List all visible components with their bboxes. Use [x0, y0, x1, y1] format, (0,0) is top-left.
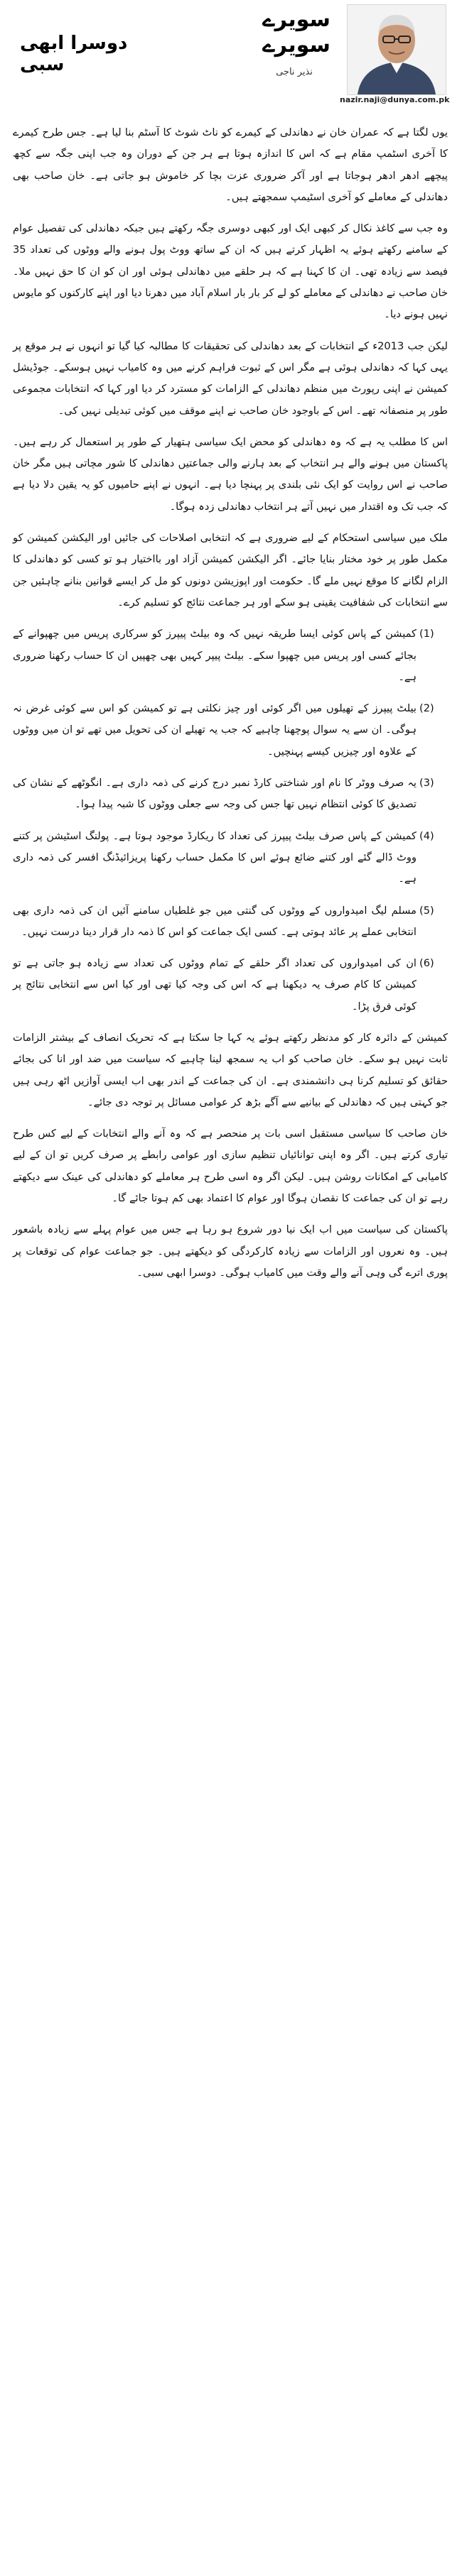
list-item	[13, 773, 448, 816]
masthead-line-2: سویرے	[262, 33, 331, 58]
list-item-number: (3)	[419, 777, 434, 790]
portrait-icon	[348, 5, 446, 94]
list-item-number: (6)	[419, 957, 434, 970]
list-item	[13, 900, 448, 944]
list-item	[13, 953, 448, 1017]
list-item-text: مسلم لیگ امیدواروں کے ووٹوں کی گنتی میں جو غلطیاں سامنے آئیں ان کی ذمہ داری بھی انتخابی عملے پر عائد ہوتی ہے۔ کسی ایک جماعت کو اس کا ذمہ دار قرار دینا درست نہیں۔	[13, 904, 417, 938]
list-item-text: یہ صرف ووٹر کا نام اور شناختی کارڈ نمبر درج کرنے کی ذمہ داری ہے۔ انگوٹھے کے نشان کی تصدیق کا کوئی انتظام نہیں تھا جس کی وجہ سے جعلی ووٹوں کا شبہ پیدا ہوا۔	[13, 777, 417, 811]
list-item-number: (5)	[419, 904, 434, 917]
list-item-number: (4)	[419, 829, 434, 842]
list-item-text: کمیشن کے پاس کوئی ایسا طریقہ نہیں کہ وہ بیلٹ پیپرز کو سرکاری پریس میں چھپوانے کے بجائے کسی اور پریس میں چھپوا سکے۔ بیلٹ پیپر کہیں بھی چھپیں ان کا حساب رکھنا ضروری ہے۔	[13, 628, 417, 683]
column-headline: دوسرا ابھی سبی	[20, 33, 128, 75]
list-item	[13, 826, 448, 890]
paragraph: پاکستان کی سیاست میں اب ایک نیا دور شروع ہو رہا ہے جس میں عوام پہلے سے زیادہ باشعور ہیں۔ وہ نعروں اور الزامات سے زیادہ کارکردگی کو دیکھتے ہیں۔ جو جماعت عوام کی توقعات پر پوری اترے گی وہی آنے والے وقت میں کامیاب ہوگی۔ دوسرا ابھی سبی۔	[13, 1223, 448, 1279]
paragraph: کمیشن کے دائرہ کار کو مدنظر رکھتے ہوئے یہ کہا جا سکتا ہے کہ تحریک انصاف کے بیشتر الزامات ثابت نہیں ہو سکے۔ خان صاحب کو اب یہ سمجھ لینا چاہیے کہ سیاست میں ضد اور انا کی بجائے حقائق کو تسلیم کرنا ہی دانشمندی ہے۔ ان کی جماعت کے اندر بھی اب ایسی آوازیں اٹھ رہی ہیں جو کہتی ہیں کہ دھاندلی کے بیانیے سے آگے بڑھ کر عوامی مسائل پر توجہ دی جائے۔	[13, 1031, 448, 1108]
masthead-line-1: سویرے	[262, 7, 331, 32]
author-photo	[347, 4, 446, 95]
list-item-number: (1)	[419, 628, 434, 640]
paragraph: خان صاحب کا سیاسی مستقبل اسی بات پر منحصر ہے کہ وہ آنے والے انتخابات کے لیے کس طرح تیاری کرتے ہیں۔ اگر وہ اپنی توانائیاں تنظیم سازی اور عوامی رابطے پر صرف کریں تو ان کے لیے کامیابی کے امکانات روشن ہیں۔ لیکن اگر وہ اسی طرح ہر معاملے کو دھاندلی کی عینک سے دیکھتے رہے تو ان کی جماعت کا نقصان ہوگا اور عوام کا اعتماد بھی کم ہوتا جائے گا۔	[13, 1128, 448, 1205]
paragraph: یوں لگتا ہے کہ عمران خان نے دھاندلی کے کیمرے کو ناٹ شوٹ کا آسٹم بنا لیا ہے۔ جس طرح کیمرے کا آخری اسٹمپ مقام ہے کہ اس کا اندازہ ہوتا ہے ہر جن کے دوران وہ جب اپنی جگہ سے کچھ پیچھے ادھر ادھر ہوجاتا ہے اور آکر ضروری عزت بچا کر خاموش ہو جاتی ہے۔ خان صاحب بھی دھاندلی کے معاملے کو آخری اسٹیمپ سمجھتے ہیں۔	[13, 126, 448, 203]
column-masthead	[257, 7, 335, 62]
list-item	[13, 698, 448, 763]
paragraph: لیکن جب 2013ء کے انتخابات کے بعد دھاندلی کی تحقیقات کا مطالبہ کیا گیا تو انہوں نے ہر موقع پر یہی کہا کہ دھاندلی ہوئی ہے مگر اس کے ثبوت فراہم کرنے میں وہ کامیاب نہیں ہوسکے۔ جوڈیشل کمیشن نے اپنی رپورٹ میں منظم دھاندلی کے الزامات کو مسترد کر دیا اور کہا کہ انتخابات مجموعی طور پر منصفانہ تھے۔ اس کے باوجود خان صاحب نے اپنے موقف میں کوئی تبدیلی نہیں کی۔	[13, 339, 448, 417]
paragraph: ملک میں سیاسی استحکام کے لیے ضروری ہے کہ انتخابی اصلاحات کی جائیں اور الیکشن کمیشن کو مکمل طور پر خود مختار بنایا جائے۔ اگر الیکشن کمیشن آزاد اور بااختیار ہو تو کسی کو دھاندلی کا الزام لگانے کا موقع نہیں ملے گا۔ حکومت اور اپوزیشن دونوں کو مل کر ایسے قوانین بنانے چاہئیں جن سے انتخابات کی شفافیت یقینی ہو سکے اور ہر جماعت نتائج کو تسلیم کرے۔	[13, 532, 448, 608]
column-header	[7, 4, 455, 118]
paragraph: اس کا مطلب یہ ہے کہ وہ دھاندلی کو محض ایک سیاسی ہتھیار کے طور پر استعمال کر رہے ہیں۔ پاکستان میں ہونے والے ہر انتخاب کے بعد ہارنے والی جماعتیں دھاندلی کا شور مچاتی ہیں مگر خان صاحب نے اس روایت کو ایک نئی بلندی پر پہنچا دیا ہے۔ انہوں نے اپنے حامیوں کو یہ یقین دلا دیا ہے کہ جب تک وہ اقتدار میں نہیں آتے ہر انتخاب دھاندلی زدہ ہوگا۔	[13, 435, 448, 513]
list-item-text: بیلٹ پیپرز کے تھیلوں میں اگر کوئی اور چیز نکلتی ہے تو کمیشن کو اس سے کوئی غرض نہ ہوگی۔ ان سے یہ سوال پوچھنا چاہیے کہ جب یہ تھیلے ان کی تحویل میں تھے تو ان میں ووٹوں کے علاوہ اور چیزیں کیسے پہنچیں۔	[13, 702, 417, 758]
article-body	[13, 122, 448, 1294]
paragraph: وہ جب سے کاغذ نکال کر کبھی ایک اور کبھی دوسری جگہ رکھتے ہیں جبکہ دھاندلی کی تفصیل عوام کے سامنے رکھتے ہوئے یہ اظہار کرتے ہیں کہ ان کے ساتھ ووٹ پول ہونے والے ووٹوں کی تعداد 35 فیصد سے زیادہ تھی۔ ان کا کہنا ہے کہ ہر حلقے میں دھاندلی ہوئی اور ان کو ان کا حق نہیں ملا۔ خان صاحب نے دھاندلی کے معاملے کو لے کر بار بار اسلام آباد میں دھرنا دیا اور اپنے کارکنوں کو مایوس نہیں ہونے دیا۔	[13, 222, 448, 321]
list-item-number: (2)	[419, 702, 434, 715]
author-name: نذیر ناجی	[276, 67, 313, 77]
author-photo-block	[340, 4, 450, 105]
list-item-text: ان کی امیدواروں کی تعداد اگر حلقے کے تمام ووٹوں کی تعداد سے زیادہ ہو جاتی ہے تو کمیشن کا کام صرف یہ دیکھنا ہے کہ اس کی وجہ کیا تھی اور کیا اس سے انتخابی نتائج پر کوئی فرق پڑا۔	[13, 957, 417, 1013]
list-item	[13, 623, 448, 688]
numbered-list	[13, 623, 448, 1017]
list-item-text: کمیشن کے پاس صرف بیلٹ پیپرز کی تعداد کا ریکارڈ موجود ہوتا ہے۔ پولنگ اسٹیشن پر کتنے ووٹ ڈالے گئے اور کتنے ضائع ہوئے اس کا مکمل حساب رکھنا پریزائیڈنگ افسر کی ذمہ داری ہے۔	[13, 829, 417, 885]
author-email[interactable]: nazir.naji@dunya.com.pk	[340, 95, 450, 104]
